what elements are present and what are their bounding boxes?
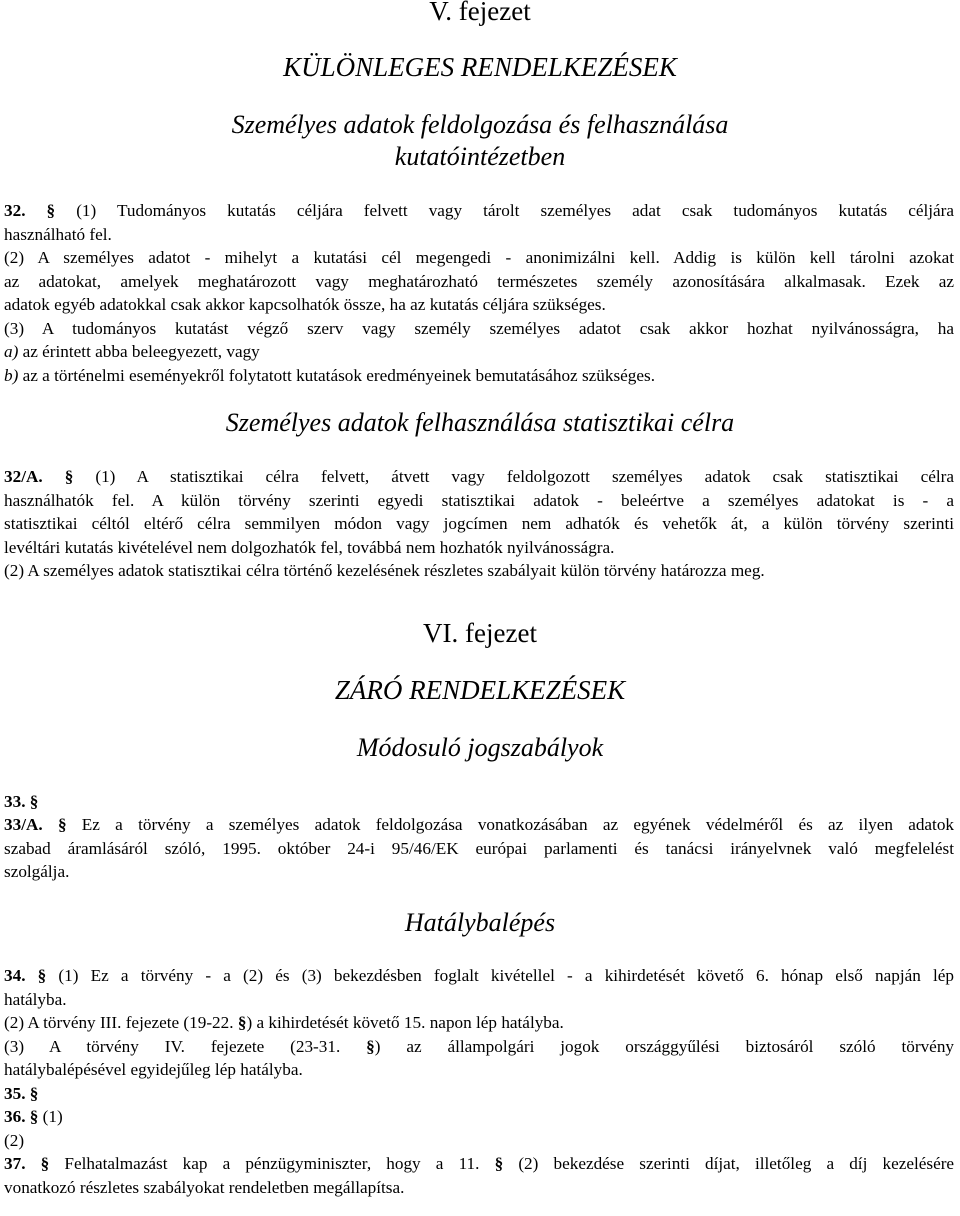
section-title-entry-into-force: Hatálybalépés bbox=[404, 908, 556, 937]
paragraph-33a-text-1: Ez a törvény a személyes adatok feldolgozása vonatkozásában az egyének védelméről és az ilyen adatok bbox=[81, 815, 955, 834]
paragraph-34-text-1: (1) Ez a törvény - a (2) és (3) bekezdésben foglalt kivétellel - a kihirdetését követő 6. hónap első napján lép bbox=[58, 966, 955, 985]
paragraph-32a-line-2: használhatók fel. A külön törvény szerinti egyedi statisztikai adatok - beleértve a személyes adatokat is - a bbox=[4, 490, 954, 510]
section-number-32: 32. bbox=[4, 201, 26, 220]
paragraph-37-line-2: vonatkozó részletes szabályokat rendeletben megállapítsa. bbox=[4, 1177, 405, 1197]
paragraph-33a-line-2: szabad áramlásáról szóló, 1995. október 24-i 95/46/EK európai parlamenti és tanácsi irányelvnek való megfelelést bbox=[4, 838, 954, 858]
paragraph-34-line-3 bbox=[4, 1011, 954, 1035]
paragraph-34-text-3a: (2) A törvény III. fejezete (19-22. bbox=[4, 1013, 234, 1032]
section-title-amended-laws: Módosuló jogszabályok bbox=[356, 733, 604, 762]
point-a-text: az érintett abba beleegyezett, vagy bbox=[22, 342, 260, 361]
section-number-33: 33. bbox=[4, 792, 26, 811]
chapter-6-title: ZÁRÓ RENDELKEZÉSEK bbox=[334, 675, 626, 705]
section-number-32a: 32/A. bbox=[4, 467, 43, 486]
paragraph-33a bbox=[4, 813, 954, 884]
paragraph-33a-line-1 bbox=[4, 813, 954, 837]
section-sign: § bbox=[237, 1013, 247, 1032]
paragraph-32-line-5: adatok egyéb adatokkal csak akkor kapcsolhatók össze, ha az kutatás céljára szükséges. bbox=[4, 295, 606, 314]
paragraph-32a-line-3: statisztikai céltól eltérő célra semmilyen módon vagy jogcímen nem adhatók és vehetők át, a külön törvény szerinti bbox=[4, 514, 954, 533]
paragraph-32-line-3: (2) A személyes adatot - mihelyt a kutatási cél megengedi - anonimizálni kell. Addig is külön kell tárolni azokat bbox=[4, 248, 954, 267]
paragraph-32-line-1 bbox=[4, 199, 954, 223]
paragraph-36-sub-1: (1) bbox=[42, 1107, 63, 1126]
paragraph-37-line-1 bbox=[4, 1152, 954, 1176]
section-sign: § bbox=[29, 792, 39, 811]
point-b-text: az a történelmi eseményekről folytatott kutatások eredményeinek bemutatásához szükséges. bbox=[22, 365, 655, 385]
paragraph-33 bbox=[4, 790, 954, 814]
section-title-statistics: Személyes adatok felhasználása statisztikai célra bbox=[225, 408, 735, 437]
paragraph-32-line-4: az adatokat, amelyek meghatározott vagy meghatározható természetes személy azonosítására alkalmasak. Ezek az bbox=[4, 271, 954, 291]
section-sign: § bbox=[57, 815, 67, 834]
section-number-33a: 33/A. bbox=[4, 815, 43, 834]
paragraph-32a bbox=[4, 465, 954, 583]
paragraph-32-point-a bbox=[4, 340, 954, 364]
paragraph-34-line-4 bbox=[4, 1035, 954, 1059]
paragraph-36-line-2: (2) bbox=[4, 1130, 25, 1150]
section-sign: § bbox=[29, 1107, 39, 1126]
paragraph-32a-line-5: (2) A személyes adatok statisztikai célra történő kezelésének részletes szabályait külön törvény határozza meg. bbox=[4, 561, 765, 580]
chapter-5-title: KÜLÖNLEGES RENDELKEZÉSEK bbox=[283, 52, 677, 82]
paragraph-32a-line-4: levéltári kutatás kivételével nem dolgozhatók fel, továbbá nem hozhatók nyilvánosságra. bbox=[4, 537, 615, 557]
paragraph-32-point-b bbox=[4, 364, 954, 388]
paragraph-32-line-2: használható fel. bbox=[4, 224, 112, 244]
paragraph-33a-line-3: szolgálja. bbox=[4, 862, 70, 881]
paragraph-34 bbox=[4, 964, 954, 1199]
section-sign: § bbox=[494, 1154, 504, 1173]
paragraph-34-line-5: hatálybalépésével egyidejűleg lép hatályba. bbox=[4, 1060, 303, 1079]
paragraph-36-line-1 bbox=[4, 1105, 954, 1129]
chapter-5-heading: V. fejezet bbox=[429, 0, 531, 26]
paragraph-35-line bbox=[4, 1082, 954, 1106]
section-number-35: 35. bbox=[4, 1083, 26, 1103]
paragraph-33-line bbox=[4, 790, 954, 814]
section-title-research-line1: Személyes adatok feldolgozása és felhasználása bbox=[231, 110, 729, 139]
section-sign: § bbox=[366, 1036, 375, 1056]
section-number-34: 34. bbox=[4, 966, 26, 985]
section-sign: § bbox=[64, 467, 74, 486]
paragraph-32 bbox=[4, 199, 954, 387]
paragraph-34-text-4a: (3) A törvény IV. fejezete (23-31. bbox=[4, 1036, 341, 1056]
section-sign: § bbox=[29, 1083, 39, 1103]
section-sign: § bbox=[40, 1154, 50, 1173]
section-number-37: 37. bbox=[4, 1154, 26, 1173]
paragraph-34-line-2: hatályba. bbox=[4, 989, 67, 1009]
paragraph-34-text-3b: ) a kihirdetését követő 15. napon lép hatályba. bbox=[246, 1013, 564, 1032]
chapter-6-heading: VI. fejezet bbox=[423, 618, 537, 648]
paragraph-34-text-4b: ) az állampolgári jogok országgyűlési biztosáról szóló törvény bbox=[374, 1036, 955, 1056]
paragraph-32a-line-1 bbox=[4, 465, 954, 489]
paragraph-32-line-6: (3) A tudományos kutatást végző szerv vagy személy személyes adatot csak akkor hozhat nyilvánosságra, ha bbox=[4, 318, 954, 338]
section-sign: § bbox=[37, 966, 47, 985]
paragraph-32-text-1: (1) Tudományos kutatás céljára felvett vagy tárolt személyes adat csak tudományos kutatás céljára bbox=[76, 201, 955, 220]
section-sign: § bbox=[46, 201, 56, 220]
section-number-36: 36. bbox=[4, 1107, 26, 1126]
section-title-research-line2: kutatóintézetben bbox=[394, 142, 566, 171]
paragraph-34-line-1 bbox=[4, 964, 954, 988]
paragraph-32a-text-1: (1) A statisztikai célra felvett, átvett vagy feldolgozott személyes adatok csak statisztikai célra bbox=[95, 467, 955, 486]
point-b-label: b) bbox=[4, 365, 19, 385]
paragraph-37-text-1a: Felhatalmazást kap a pénzügyminiszter, hogy a 11. bbox=[64, 1154, 480, 1173]
paragraph-37-text-1b: (2) bekezdése szerinti díjat, illetőleg a díj kezelésére bbox=[518, 1154, 955, 1173]
point-a-label: a) bbox=[4, 342, 19, 361]
